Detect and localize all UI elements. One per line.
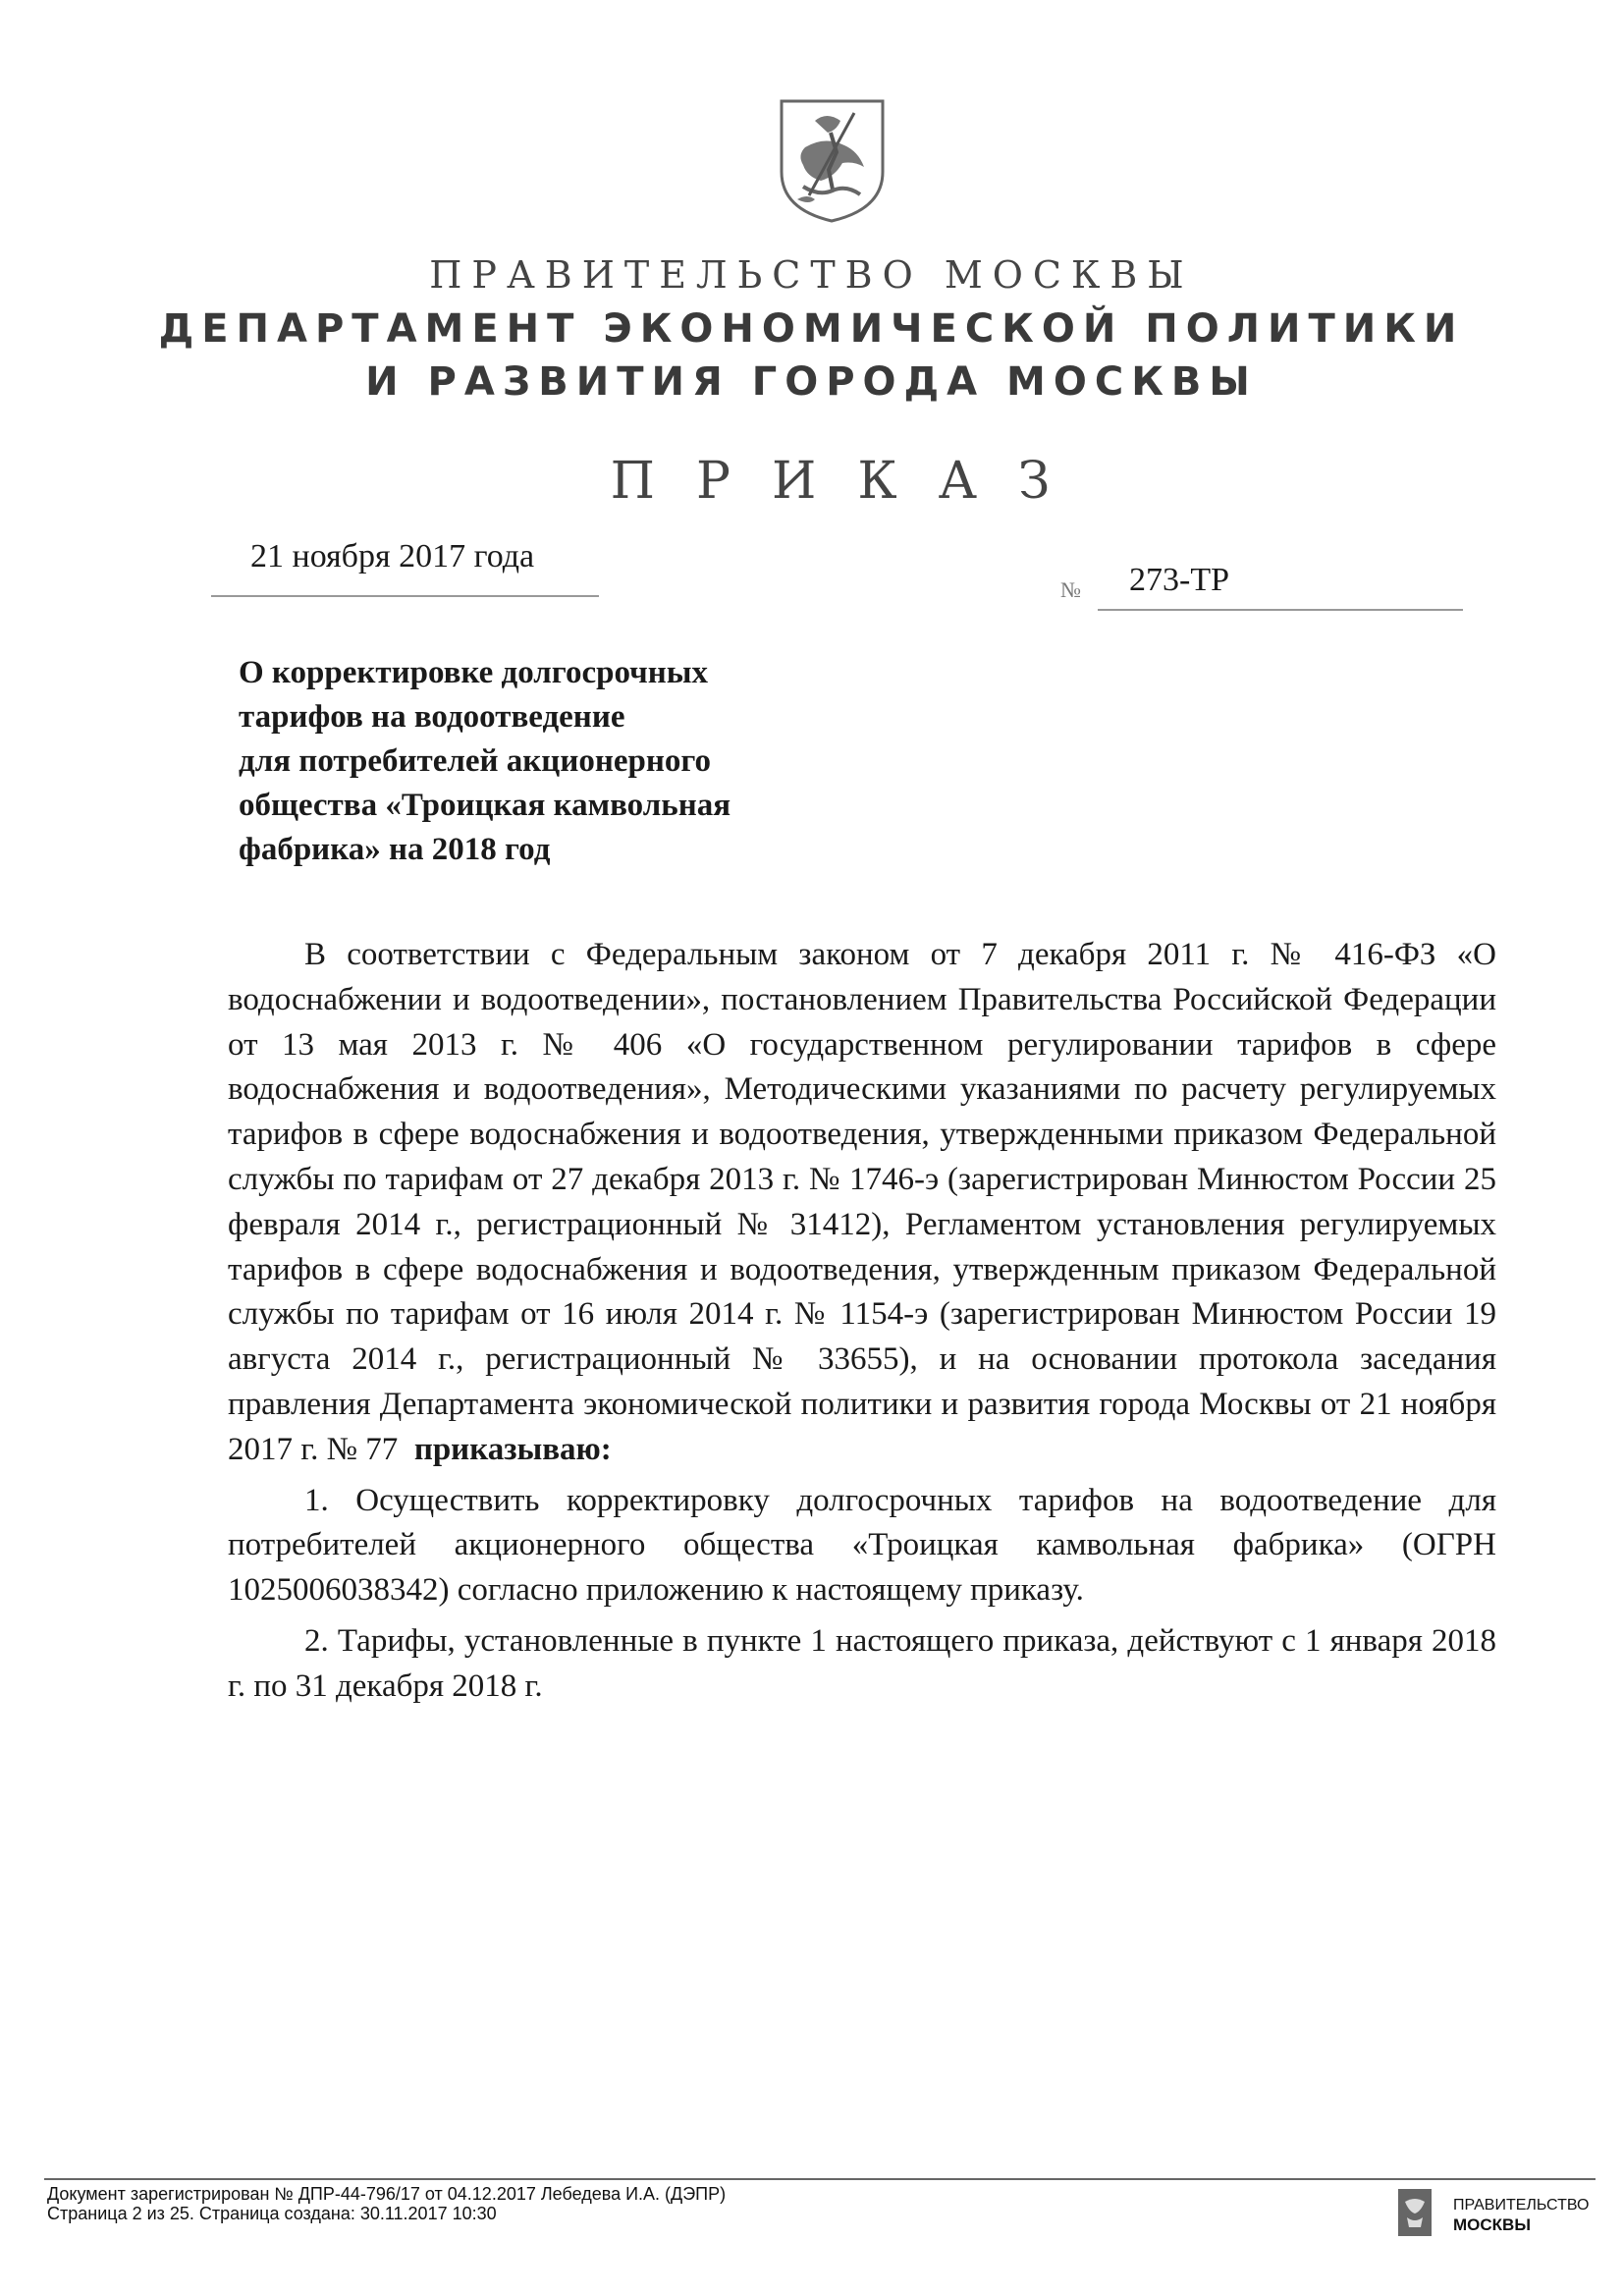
- subject-line: тарифов на водоотведение: [239, 699, 625, 735]
- registration-line: Документ зарегистрирован № ДПР-44-796/17 от 04.12.2017 Лебедева И.А. (ДЭПР): [47, 2184, 727, 2204]
- order-word: приказываю:: [413, 1431, 612, 1467]
- document-type-title: ПРИКАЗ: [610, 452, 1092, 511]
- moscow-government-logo-icon: [1397, 2188, 1433, 2237]
- logo-text-line2: МОСКВЫ: [1453, 2215, 1531, 2234]
- footer-divider: [44, 2178, 1596, 2180]
- order-date: 21 ноября 2017 года: [250, 538, 535, 574]
- preamble-paragraph: [228, 933, 1496, 1473]
- registration-footer: [47, 2184, 726, 2223]
- subject-line: общества «Троицкая камвольная: [239, 788, 731, 823]
- date-underline: [211, 595, 599, 597]
- department-title-line1: ДЕПАРТАМЕНТ ЭКОНОМИЧЕСКОЙ ПОЛИТИКИ: [158, 306, 1465, 352]
- subject-line: для потребителей акционерного: [239, 743, 712, 779]
- number-underline: [1098, 609, 1463, 611]
- department-title-line2: И РАЗВИТИЯ ГОРОДА МОСКВЫ: [365, 359, 1258, 405]
- order-body: [228, 933, 1496, 1710]
- order-subject: [239, 651, 867, 872]
- order-item-2: 2. Тарифы, установленные в пункте 1 настоящего приказа, действуют с 1 января 2018 г. по 31 декабря 2018 г.: [228, 1622, 1496, 1704]
- order-number: 273-ТР: [1129, 562, 1229, 598]
- footer-logo-text: [1453, 2196, 1589, 2235]
- subject-line: фабрика» на 2018 год: [239, 832, 551, 867]
- page-info-line: Страница 2 из 25. Страница создана: 30.11.2017 10:30: [47, 2204, 497, 2223]
- subject-line: О корректировке долгосрочных: [239, 655, 709, 690]
- logo-text-line1: ПРАВИТЕЛЬСТВО: [1453, 2197, 1590, 2214]
- moscow-coat-of-arms-icon: [776, 93, 889, 226]
- order-item-1: 1. Осуществить корректировку долгосрочных тарифов на водоотведение для потребителей акционерного общества «Троицкая камвольная фабрика» (ОГРН 1025006038342) согласно приложению к настоящему приказу.: [228, 1482, 1496, 1609]
- preamble-text: В соответствии с Федеральным законом от 7 декабря 2011 г. № 416-ФЗ «О водоснабжении и водоотведении», постановлением Правительства Российской Федерации от 13 мая 2013 г. № 406 «О государственном регулировании тарифов в сфере водоснабжения и водоотведения», Методическими указаниями по расчету регулируемых тарифов в сфере водоснабжения и водоотведения, утвержденными приказом Федеральной службы по тарифам от 27 декабря 2013 г. № 1746-э (зарегистрирован Минюстом России 25 февраля 2014 г., регистрационный № 31412), Регламентом установления регулируемых тарифов в сфере водоснабжения и водоотведения, утвержденным приказом Федеральной службы по тарифам от 16 июля 2014 г. № 1154-э (зарегистрирован Минюстом России 19 августа 2014 г., регистрационный № 33655), и на основании протокола заседания правления Департамента экономической политики и развития города Москвы от 21 ноября 2017 г. № 77: [228, 937, 1496, 1467]
- number-sign: №: [1060, 577, 1081, 602]
- government-title: ПРАВИТЕЛЬСТВО МОСКВЫ: [429, 253, 1194, 297]
